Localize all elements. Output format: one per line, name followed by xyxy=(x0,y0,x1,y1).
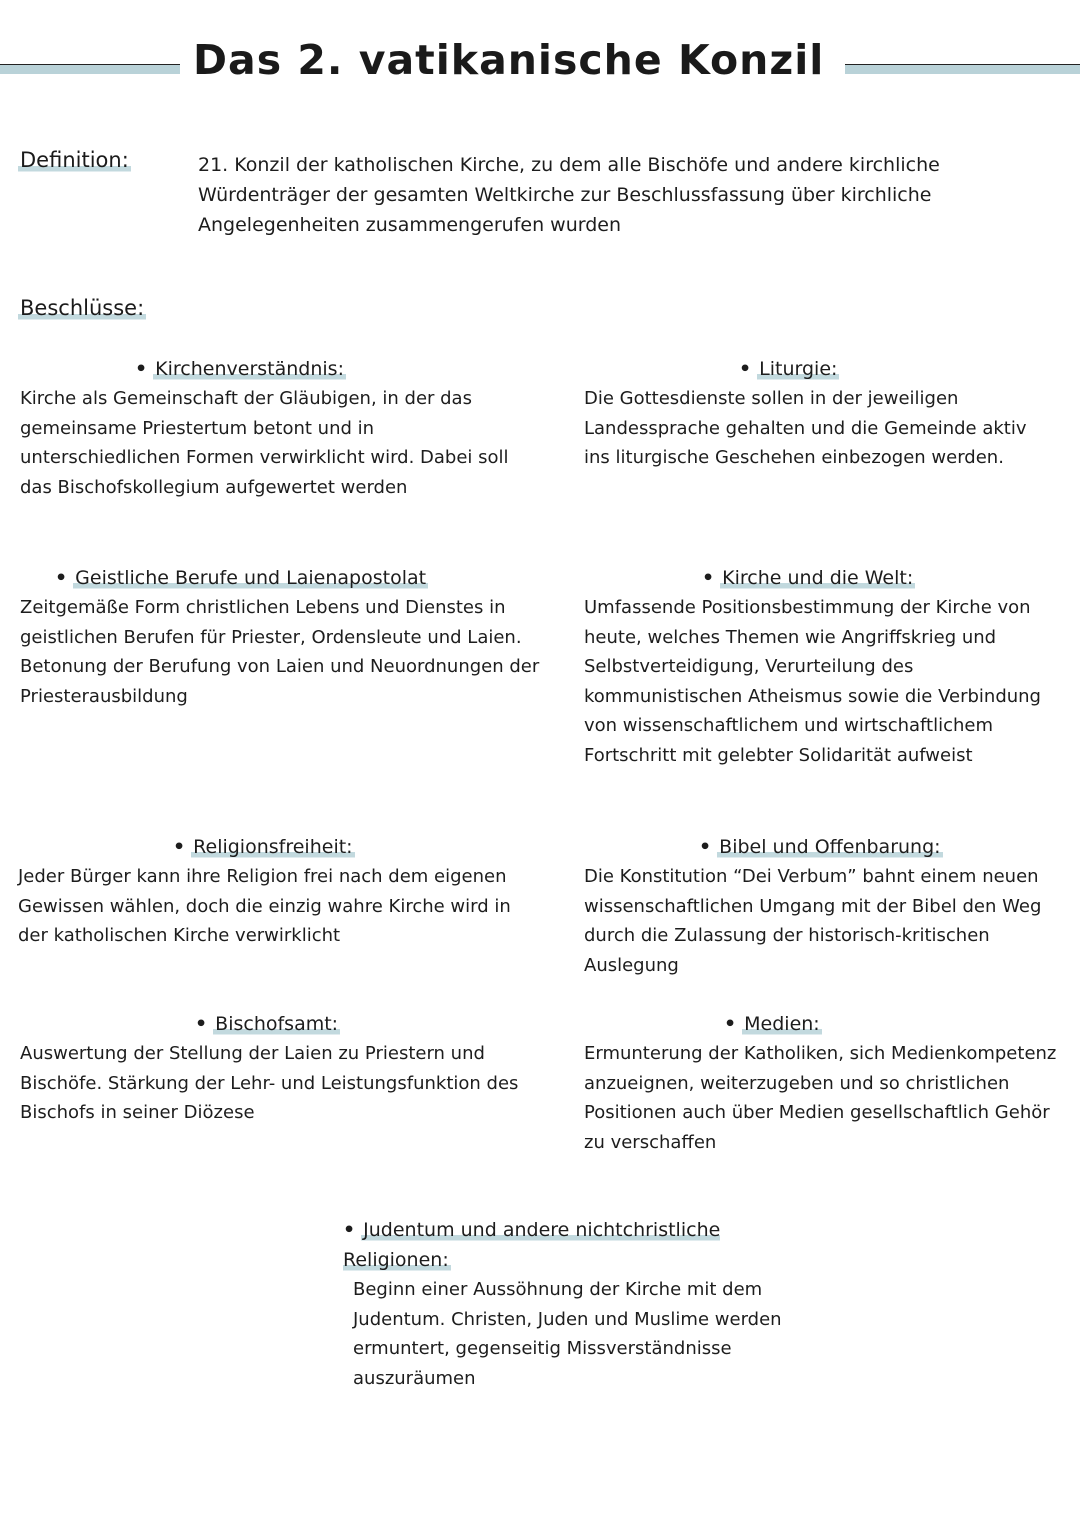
section-liturgie xyxy=(584,354,1054,473)
bullet-icon: • xyxy=(135,358,148,380)
section-medien xyxy=(584,1009,1059,1157)
section-kirche-und-welt xyxy=(584,563,1064,771)
section-text: Ermunterung der Katholiken, sich Medienkompetenz anzueignen, weiterzugeben und so christlichen Positionen auch über Medien gesellschaftlich Gehör zu verschaffen xyxy=(584,1043,1057,1153)
section-text: Jeder Bürger kann ihre Religion frei nach dem eigenen Gewissen wählen, doch die einzig wahre Kirche wird in der katholischen Kirche verwirklicht xyxy=(18,866,511,947)
bullet-icon: • xyxy=(195,1013,208,1035)
bullet-icon: • xyxy=(699,836,712,858)
section-religionsfreiheit xyxy=(18,832,538,951)
section-text: Auswertung der Stellung der Laien zu Priestern und Bischöfe. Stärkung der Lehr- und Leistungsfunktion des Bischofs in seiner Diözese xyxy=(20,1043,519,1124)
bullet-icon: • xyxy=(724,1013,737,1035)
section-heading: • Medien: xyxy=(724,1013,820,1035)
definition-label: Definition: xyxy=(20,148,129,172)
section-kirchenverstaendnis xyxy=(20,354,540,502)
bullet-icon: • xyxy=(343,1219,356,1241)
bullet-icon: • xyxy=(739,358,752,380)
title-rule-right xyxy=(845,60,1080,74)
section-heading: • Religionsfreiheit: xyxy=(173,836,353,858)
section-bischofsamt xyxy=(20,1009,540,1128)
section-text: Beginn einer Aussöhnung der Kirche mit dem Judentum. Christen, Juden und Muslime werden ermuntert, gegenseitig Missverständnisse auszuräumen xyxy=(353,1279,782,1389)
section-heading: • Judentum und andere nichtchristliche Religionen: xyxy=(343,1219,721,1271)
section-text: Umfassende Positionsbestimmung der Kirche von heute, welches Themen wie Angriffskrieg und Selbstverteidigung, Verurteilung des kommunistischen Atheismus sowie die Verbindung von wissenschaftlichem und wirtschaftlichem Fortschritt mit gelebter Solidarität aufweist xyxy=(584,597,1041,766)
beschluesse-label: Beschlüsse: xyxy=(20,296,145,320)
definition-text: 21. Konzil der katholischen Kirche, zu dem alle Bischöfe und andere kirchliche Würdenträger der gesamten Weltkirche zur Beschlussfassung über kirchliche Angelegenheiten zusammengerufen wurden xyxy=(198,154,940,236)
section-judentum xyxy=(343,1215,793,1393)
section-heading: • Liturgie: xyxy=(739,358,838,380)
section-heading: • Bischofsamt: xyxy=(195,1013,339,1035)
section-text: Die Konstitution “Dei Verbum” bahnt einem neuen wissenschaftlichen Umgang mit der Bibel den Weg durch die Zulassung der historisch-kritischen Auslegung xyxy=(584,866,1042,976)
section-heading: • Kirchenverständnis: xyxy=(135,358,344,380)
section-heading: • Bibel und Offenbarung: xyxy=(699,836,941,858)
bullet-icon: • xyxy=(173,836,186,858)
bullet-icon: • xyxy=(55,567,68,589)
page-title: Das 2. vatikanische Konzil xyxy=(193,36,825,84)
section-heading: • Kirche und die Welt: xyxy=(702,567,914,589)
section-text: Die Gottesdienste sollen in der jeweiligen Landessprache gehalten und die Gemeinde aktiv ins liturgische Geschehen einbezogen werden. xyxy=(584,388,1027,469)
bullet-icon: • xyxy=(702,567,715,589)
section-heading: • Geistliche Berufe und Laienapostolat xyxy=(55,567,427,589)
section-geistliche-berufe xyxy=(20,563,540,711)
section-text: Zeitgemäße Form christlichen Lebens und Dienstes in geistlichen Berufen für Priester, Ordensleute und Laien. Betonung der Berufung von Laien und Neuordnungen der Priesterausbildung xyxy=(20,597,540,707)
section-bibel xyxy=(584,832,1054,980)
title-rule-left xyxy=(0,60,180,74)
section-text: Kirche als Gemeinschaft der Gläubigen, in der das gemeinsame Priestertum betont und in unterschiedlichen Formen verwirklicht wird. Dabei soll das Bischofskollegium aufgewertet werden xyxy=(20,388,509,498)
